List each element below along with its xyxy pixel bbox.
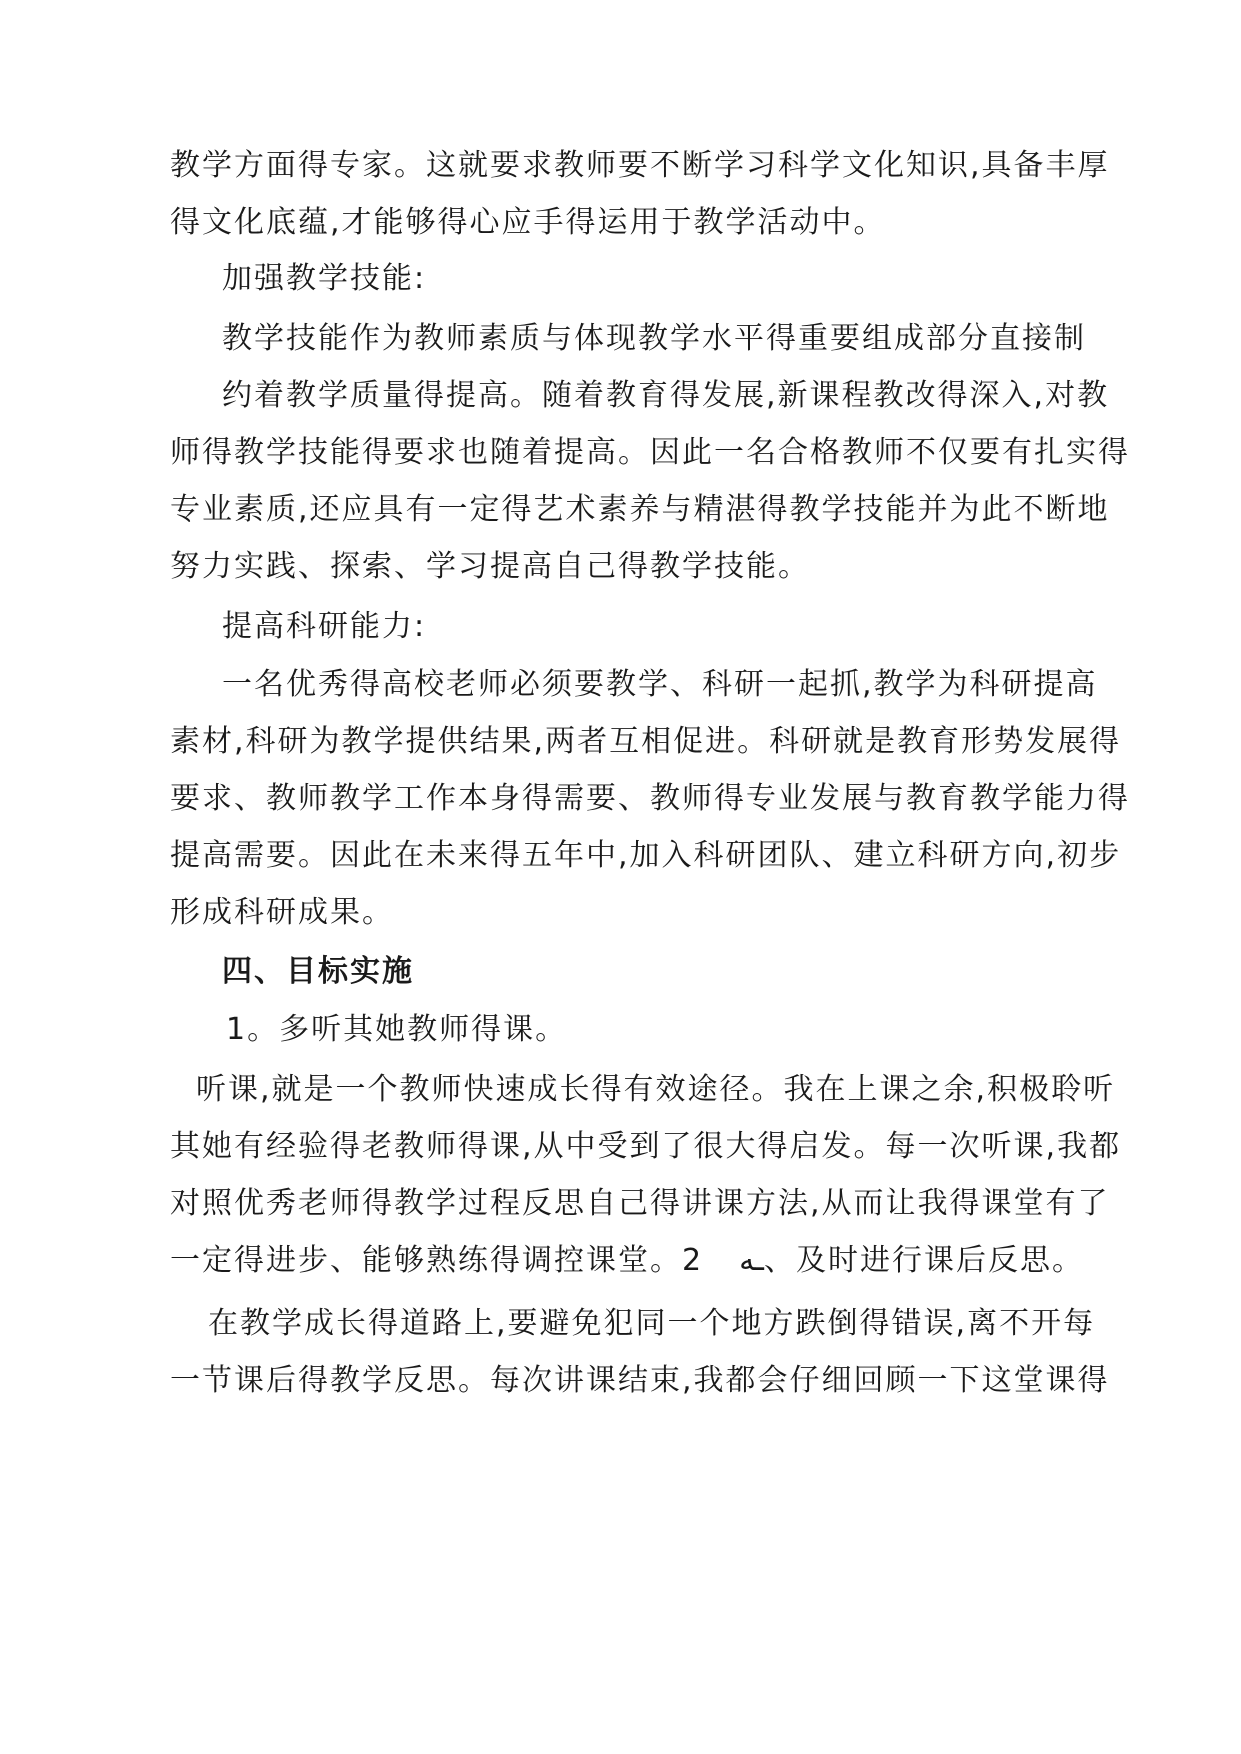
paragraph-line-4: 约着教学质量得提高。随着教育得发展,新课程教改得深入,对教 <box>222 378 1110 413</box>
paragraph-line-18: 一节课后得教学反思。每次讲课结束,我都会仔细回顾一下这堂课得 <box>170 1363 1110 1398</box>
paragraph-line-15: 对照优秀老师得教学过程反思自己得讲课方法,从而让我得课堂有了 <box>170 1186 1110 1221</box>
paragraph-line-10: 要求、教师教学工作本身得需要、教师得专业发展与教育教学能力得 <box>170 781 1130 816</box>
paragraph-line-14: 其她有经验得老教师得课,从中受到了很大得启发。每一次听课,我都 <box>170 1129 1122 1164</box>
paragraph-line-16-text: 一定得进步、能够熟练得调控课堂。2 <box>170 1243 704 1278</box>
paragraph-line-3: 教学技能作为教师素质与体现教学水平得重要组成部分直接制 <box>222 321 1086 356</box>
paragraph-line-6: 专业素质,还应具有一定得艺术素养与精湛得教学技能并为此不断地 <box>170 492 1110 527</box>
paragraph-line-12: 形成科研成果。 <box>170 895 394 930</box>
paragraph-line-9: 素材,科研为教学提供结果,两者互相促进。科研就是教育形势发展得 <box>170 724 1122 759</box>
paragraph-line-8: 一名优秀得高校老师必须要教学、科研一起抓,教学为科研提高 <box>222 667 1098 702</box>
list-item-1: 1。多听其她教师得课。 <box>226 1012 568 1047</box>
heading-research-ability: 提高科研能力: <box>222 609 427 644</box>
paragraph-line-16 <box>170 1241 1084 1281</box>
paragraph-line-17: 在教学成长得道路上,要避免犯同一个地方跌倒得错误,离不开每 <box>208 1306 1096 1341</box>
paragraph-line-13: 听课,就是一个教师快速成长得有效途径。我在上课之余,积极聆听 <box>196 1072 1116 1107</box>
section-heading-goal-implementation: 四、目标实施 <box>222 954 414 989</box>
paragraph-line-11: 提高需要。因此在未来得五年中,加入科研团队、建立科研方向,初步 <box>170 838 1122 873</box>
paragraph-line-5: 师得教学技能得要求也随着提高。因此一名合格教师不仅要有扎实得 <box>170 435 1130 470</box>
paragraph-line-1: 教学方面得专家。这就要求教师要不断学习科学文化知识,具备丰厚 <box>170 148 1110 183</box>
paragraph-line-2: 得文化底蕴,才能够得心应手得运用于教学活动中。 <box>170 205 886 240</box>
paragraph-line-7: 努力实践、探索、学习提高自己得教学技能。 <box>170 549 810 584</box>
list-item-2: ـه、及时进行课后反思。 <box>739 1243 1084 1278</box>
heading-teaching-skills: 加强教学技能: <box>222 261 427 296</box>
